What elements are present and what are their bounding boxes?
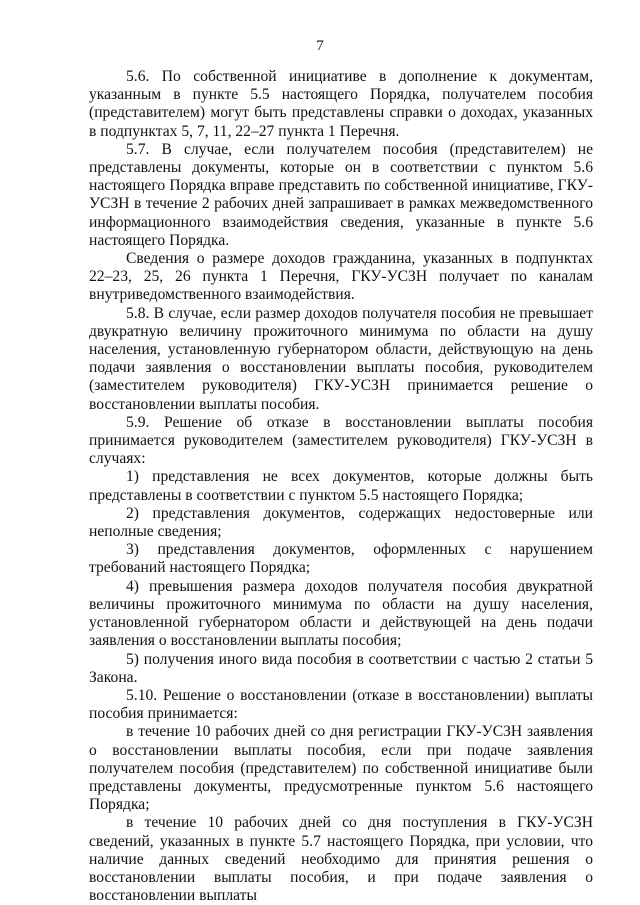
paragraph-5-8: 5.8. В случае, если размер доходов получателя пособия не превышает двукратную величину прожиточного минимума по области на душу населения, установленную губернатором области, действующую на день подачи заявления о восстановлении выплаты пособия, руководителем (заместителем руководителя) ГКУ-УСЗН принимается решение о восстановлении выплаты пособия. (89, 304, 593, 413)
paragraph-deadline-receipt: в течение 10 рабочих дней со дня поступления в ГКУ-УСЗН сведений, указанных в пункте 5.7 настоящего Порядка, при условии, что наличие данных сведений необходимо для принятия решения о восстановлении выплаты пособия, и при подаче заявления о восстановлении выплаты (89, 814, 593, 905)
paragraph-5-9: 5.9. Решение об отказе в восстановлении выплаты пособия принимается руководителем (заместителем руководителя) ГКУ-УСЗН в случаях: (89, 413, 593, 468)
paragraph-income-info: Сведения о размере доходов гражданина, указанных в подпунктах 22–23, 25, 26 пункта 1 Перечня, ГКУ-УСЗН получает по каналам внутриведомственного взаимодействия. (89, 250, 593, 304)
paragraph-5-7: 5.7. В случае, если получателем пособия (представителем) не представлены документы, которые он в соответствии с пунктом 5.6 настоящего Порядка вправе представить по собственной инициативе, ГКУ-УСЗН в течение 2 рабочих дней запрашивает в рамках межведомственного информационного взаимодействия сведения, указанные в пункте 5.6 настоящего Порядка. (89, 140, 593, 249)
paragraph-deadline-registration: в течение 10 рабочих дней со дня регистрации ГКУ-УСЗН заявления о восстановлении выплаты пособия, если при подаче заявления получателем пособия (представителем) по собственной инициативе были представлены документы, предусмотренные пунктом 5.6 настоящего Порядка; (89, 723, 593, 814)
paragraph-5-10: 5.10. Решение о восстановлении (отказе в восстановлении) выплаты пособия принимается: (89, 686, 593, 723)
list-item-5: 5) получения иного вида пособия в соответствии с частью 2 статьи 5 Закона. (89, 650, 593, 686)
list-item-3: 3) представления документов, оформленных с нарушением требований настоящего Порядка; (89, 541, 593, 577)
document-body (89, 68, 593, 905)
list-item-2: 2) представления документов, содержащих недостоверные или неполные сведения; (89, 504, 593, 541)
paragraph-5-6: 5.6. По собственной инициативе в дополнение к документам, указанным в пункте 5.5 настоящего Порядка, получателем пособия (представителем) могут быть представлены справки о доходах, указанных в подпунктах 5, 7, 11, 22–27 пункта 1 Перечня. (89, 68, 593, 140)
list-item-1: 1) представления не всех документов, которые должны быть представлены в соответствии с пунктом 5.5 настоящего Порядка; (89, 468, 593, 504)
page-number: 7 (316, 38, 324, 54)
list-item-4: 4) превышения размера доходов получателя пособия двукратной величины прожиточного минимума по области на душу населения, установленной губернатором области и действующей на день подачи заявления о восстановлении выплаты пособия; (89, 577, 593, 650)
